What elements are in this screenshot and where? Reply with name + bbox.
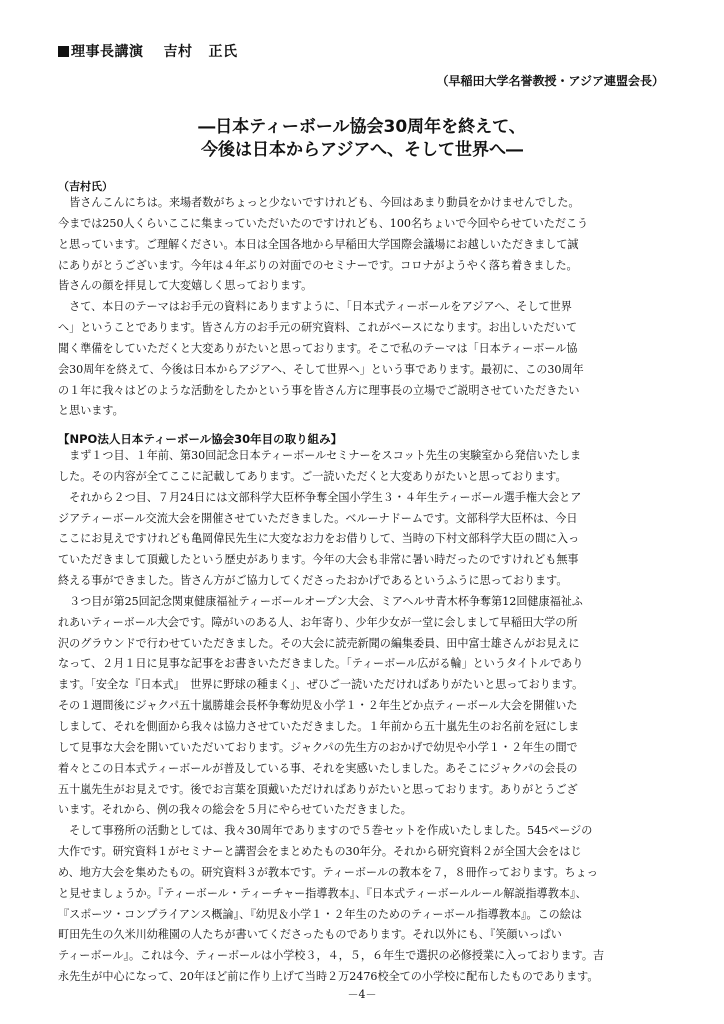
lecture-header xyxy=(58,41,238,61)
lecture-title-line-2: 今後は日本からアジアへ、そして世界へ― xyxy=(201,140,523,160)
body-line: さて、本日のテーマはお手元の資料にありますように、「日本式ティーボールをアジアへ、そして世界 xyxy=(58,300,572,314)
body-line: 沢のグラウンドで行わせていただきました。その大会に読売新聞の編集委員、田中富士雄さんがお見えに xyxy=(58,636,580,650)
speaker-affiliation: （早稲田大学名誉教授・アジア連盟会長） xyxy=(436,74,664,88)
body-line: 皆さんこんにちは。来場者数がちょっと少ないですけれども、今回はあまり動員をかけませんでした。 xyxy=(58,196,580,209)
body-line: にありがとうございます。今年は４年ぶりの対面でのセミナーです。コロナがようやく落ち着きました。 xyxy=(58,258,578,272)
body-line: め、地方大会を集めたもの。研究資料３が教本です。ティーボールの教本を７，８冊作っております。ちょっ xyxy=(58,865,598,879)
body-line: 終える事ができました。皆さん方がご協力してくださったおかげであるというふうに思っております。 xyxy=(58,574,568,588)
page-number: －4－ xyxy=(347,988,377,1001)
speaker-surname: 吉村 xyxy=(163,44,193,60)
body-line: と思います。 xyxy=(58,404,124,418)
body-line: 会30周年を終えて、今後は日本からアジアへ、そして世界へ」という事であります。最初に、この30周年 xyxy=(58,362,584,376)
body-line: 聞く準備をしていただくと大変ありがたいと思っております。そこで私のテーマは「日本ティーボール協 xyxy=(58,341,578,355)
body-line: その１週間後にジャクパ五十嵐勝雄会長杯争奪幼児＆小学１・２年生どか点ティーボール大会を開催いた xyxy=(58,699,578,713)
speaker-label: （吉村氏） xyxy=(58,180,113,193)
body-line: して見事な大会を開いていただいております。ジャクパの先生方のおかげで幼児や小学１・２年生の間で xyxy=(58,740,578,754)
body-line: の１年に我々はどのような活動をしたかという事を皆さん方に理事長の立場でご説明させていただきたい xyxy=(58,383,580,397)
body-line: なって、２月１日に見事な記事をお書きいただきました。「ティーボール広がる輪」というタイトルであり xyxy=(58,657,584,671)
body-line: ます。「安全な『日本式』 世界に野球の種まく」、ぜひご一読いただければありがたいと思っております。 xyxy=(58,678,584,692)
body-line: 永先生が中心になって、20年ほど前に作り上げて当時２万2476校全ての小学校に配布したものであります。 xyxy=(58,970,599,984)
body-line: ティーボール』。これは今、ティーボールは小学校３，４，５，６年生で選択の必修授業に入っております。吉 xyxy=(58,949,605,963)
body-line: それから２つ目、７月24日には文部科学大臣杯争奪全国小学生３・４年生ティーボール選手権大会とア xyxy=(58,490,582,504)
body-line: まず１つ目、１年前、第30回記念日本ティーボールセミナーをスコット先生の実験室から発信いたしま xyxy=(58,449,582,462)
body-line: した。その内容が全てここに記載してあります。ご一読いただくと大変ありがたいと思っております。 xyxy=(58,469,567,483)
body-line: います。それから、例の我々の総会を５月にやらせていただきました。 xyxy=(58,803,412,817)
body-line: へ」ということであります。皆さん方のお手元の研究資料、これがベースになります。お出しいただいて xyxy=(58,321,578,335)
square-bullet-icon xyxy=(58,46,69,57)
lecture-title-line-1: ―日本ティーボール協会30周年を終えて、 xyxy=(198,117,526,137)
body-line: 今までは250人くらいここに集まっていただいたのですけれども、100名ちょいで今回やらせていただこう xyxy=(58,216,589,230)
body-line: ここにお見えですけれども亀岡偉民先生に大変なお力をお借りして、当時の下村文部科学大臣の間に入っ xyxy=(58,532,580,546)
body-line: と思っています。ご理解ください。本日は全国各地から早稲田大学国際会議場にお越しいただきまして誠 xyxy=(58,237,579,251)
body-line: 五十嵐先生がお見えです。後でお言葉を頂戴いただければありがたいと思っております。ありがとうござ xyxy=(58,782,578,796)
body-line: 大作です。研究資料１がセミナーと講習会をまとめたもの30年分。それから研究資料２が全国大会をはじ xyxy=(58,845,582,859)
intro-paragraphs xyxy=(58,193,670,422)
body-line: ていただきまして頂戴したという歴史があります。今年の大会も非常に暑い時だったのですけれども無事 xyxy=(58,553,579,567)
body-line: れあいティーボール大会です。障がいのある人、お年寄り、少年少女が一堂に会しまして早稲田大学の所 xyxy=(58,615,578,629)
body-line: 『スポーツ・コンプライアンス概論』、『幼児＆小学１・２年生のためのティーボール指導教本』。この絵は xyxy=(58,907,582,921)
section-paragraphs xyxy=(58,446,670,988)
body-line: そして事務所の活動としては、我々30周年でありますので５巻セットを作成いたしました。545ページの xyxy=(58,824,593,838)
body-line: しまして、それを側面から我々は協力させていただきました。１年前から五十嵐先生のお名前を冠にしま xyxy=(58,719,580,733)
body-line: 町田先生の久米川幼稚園の人たちが書いてくださったものであります。それ以外にも、『笑顔いっぱい xyxy=(58,928,562,942)
body-line: 皆さんの顔を拝見して大変嬉しく思っております。 xyxy=(58,279,313,293)
body-line: と見せましょうか。『ティーボール・ティーチャー指導教本』、『日本式ティーボールルール解説指導教本』、 xyxy=(58,886,587,900)
series-label: 理事長講演 xyxy=(71,44,144,60)
body-line: 着々とこの日本式ティーボールが普及している事、それを実感いたしました。あそこにジャクパの会長の xyxy=(58,761,578,775)
body-line: ３つ目が第25回記念関東健康福祉ティーボールオープン大会、ミアヘルサ青木杯争奪第12回健康福祉ふ xyxy=(58,594,583,608)
speaker-given-name: 正氏 xyxy=(208,44,238,60)
section-heading: 【NPO法人日本ティーボール協会30年目の取り組み】 xyxy=(58,432,343,446)
body-line: ジアティーボール交流大会を開催させていただきました。ベルーナドームです。文部科学大臣杯は、今日 xyxy=(58,511,578,525)
